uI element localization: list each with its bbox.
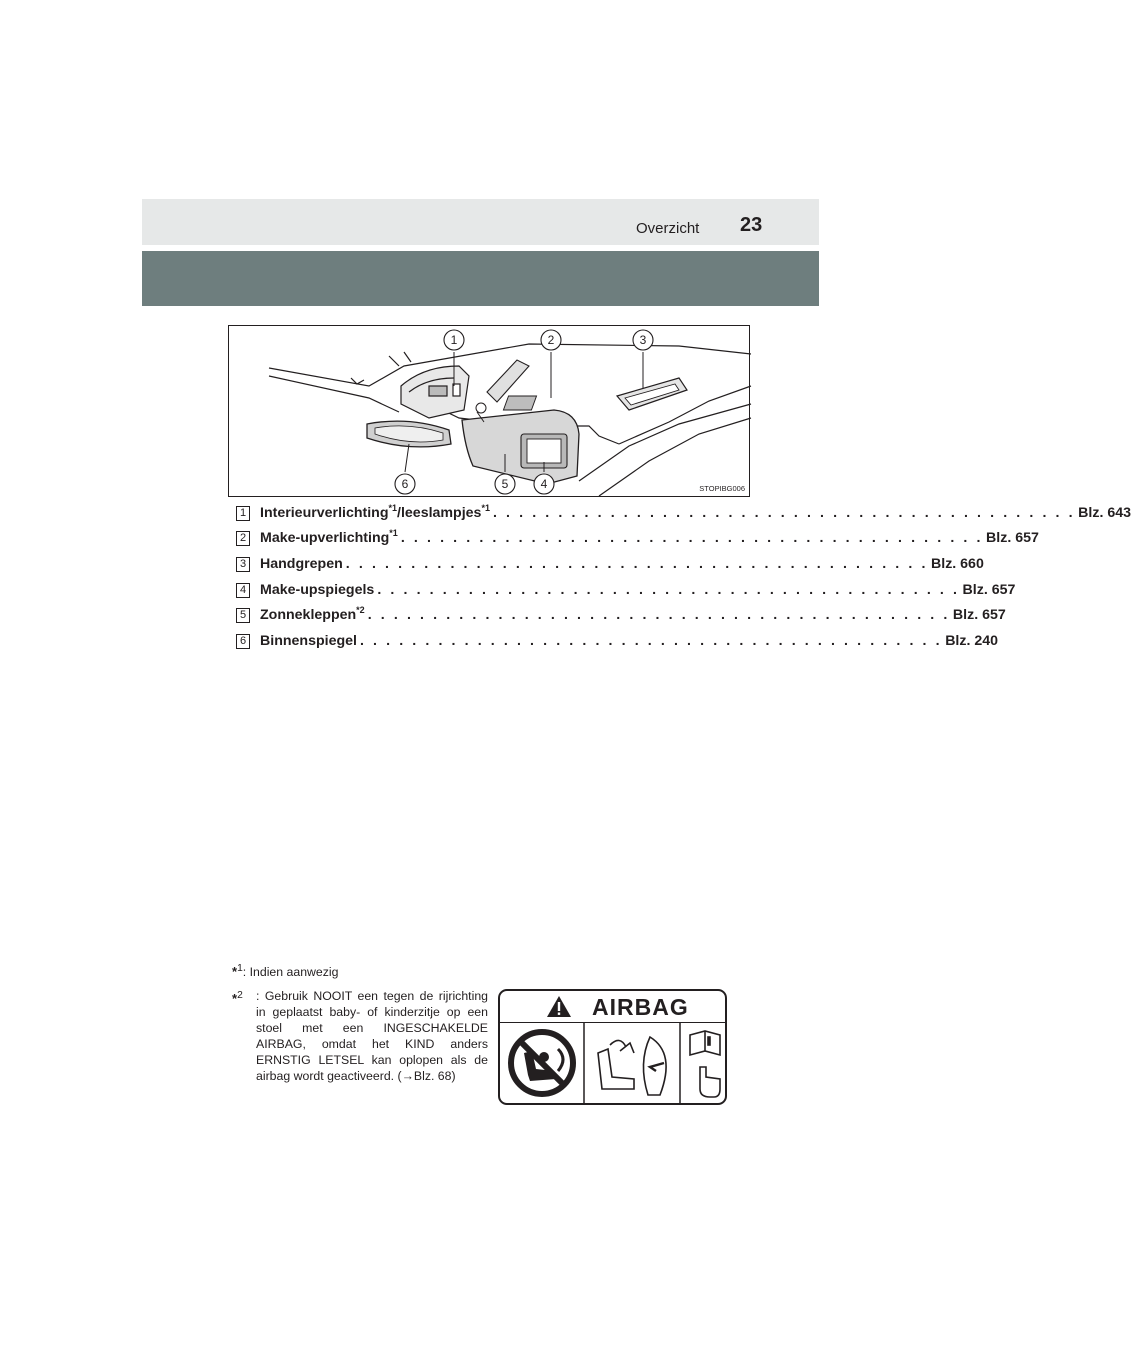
list-item xyxy=(236,579,1016,601)
item-label: Interieurverlichting$^{*1}$/leeslampjes$^{*1}$ xyxy=(260,503,490,521)
no-child-seat-icon xyxy=(511,1032,573,1094)
page-ref[interactable]: Blz. 657 xyxy=(986,530,1039,546)
airbag-pictograms xyxy=(500,1023,726,1105)
callout-6: 6 xyxy=(401,477,409,491)
airbag-label-header xyxy=(500,991,725,1023)
leader-dots: . . . . . . . . . . . . . . . . . . . . . . . . . . . . . . . . . . . . . . . . . . . . . xyxy=(492,505,1076,521)
callout-3: 3 xyxy=(639,333,647,347)
leader-dots: . . . . . . . . . . . . . . . . . . . . . . . . . . . . . . . . . . . . . . . . . . . . . xyxy=(377,582,960,598)
airbag-word: AIRBAG xyxy=(592,994,689,1020)
warning-triangle-icon xyxy=(546,995,572,1018)
header-bar xyxy=(142,199,819,245)
item-number: 2 xyxy=(236,531,250,546)
item-label: Make-upspiegels xyxy=(260,582,375,598)
callout-2: 2 xyxy=(547,333,555,347)
list-item xyxy=(236,527,1039,549)
manual-icon xyxy=(690,1031,720,1097)
page-ref[interactable]: Blz. 643 xyxy=(1078,505,1131,521)
item-label: Handgrepen xyxy=(260,556,343,572)
item-number: 1 xyxy=(236,506,250,521)
page-ref[interactable]: Blz. 657 xyxy=(952,607,1006,623)
page-ref[interactable]: Blz. 657 xyxy=(962,582,1016,598)
page-number: 23 xyxy=(740,214,763,236)
item-label: Make-upverlichting$^{*1}$ xyxy=(260,528,398,546)
callout-5: 5 xyxy=(501,477,509,491)
page-ref[interactable]: Blz. 660 xyxy=(931,556,984,572)
item-label: Zonnekleppen$^{*2}$ xyxy=(260,605,365,623)
section-band xyxy=(142,251,819,306)
footnote-2: *$^2$ : Gebruik NOOIT een tegen de rijrichting in geplaatst baby- of kinderzitje op een stoel met een INGESCHAKELDE AIRBAG, omdat het KIND anders ERNSTIG LETSEL kan oplopen als de airbag wordt geactiveerd. (→Blz. 68) xyxy=(232,989,488,1083)
list-item xyxy=(236,553,984,575)
list-item xyxy=(236,630,999,652)
footnote-2-text: : Gebruik NOOIT een tegen de rijrichting in geplaatst baby- of kinderzitje op een stoel met een INGESCHAKELDE AIRBAG, omdat het KIND anders ERNSTIG LETSEL kan oplopen als de airbag wordt geactiveerd. (→Blz. 68) xyxy=(256,989,488,1083)
interior-drawing xyxy=(229,326,751,498)
interior-illustration xyxy=(228,325,750,497)
leader-dots: . . . . . . . . . . . . . . . . . . . . . . . . . . . . . . . . . . . . . . . . . . . . . xyxy=(359,633,943,649)
list-item xyxy=(236,502,1131,524)
section-title: Overzicht xyxy=(636,220,700,237)
item-number: 4 xyxy=(236,583,250,598)
leader-dots: . . . . . . . . . . . . . . . . . . . . . . . . . . . . . . . . . . . . . . . . . . . . . xyxy=(367,607,950,623)
footnote-1: *$^1$: Indien aanwezig xyxy=(232,963,339,980)
leader-dots: . . . . . . . . . . . . . . . . . . . . . . . . . . . . . . . . . . . . . . . . . . . . . xyxy=(400,530,984,546)
page-ref[interactable]: Blz. 240 xyxy=(945,633,999,649)
seat-airbag-icon xyxy=(598,1037,666,1095)
item-number: 6 xyxy=(236,634,250,649)
airbag-warning-label xyxy=(498,989,727,1105)
leader-dots: . . . . . . . . . . . . . . . . . . . . . . . . . . . . . . . . . . . . . . . . . . . . . xyxy=(345,556,928,572)
item-number: 5 xyxy=(236,608,250,623)
image-code: STOPIBG006 xyxy=(699,484,745,493)
callout-1: 1 xyxy=(450,333,458,347)
item-label: Binnenspiegel xyxy=(260,633,357,649)
callout-4: 4 xyxy=(540,477,548,491)
item-number: 3 xyxy=(236,557,250,572)
list-item xyxy=(236,604,1006,626)
